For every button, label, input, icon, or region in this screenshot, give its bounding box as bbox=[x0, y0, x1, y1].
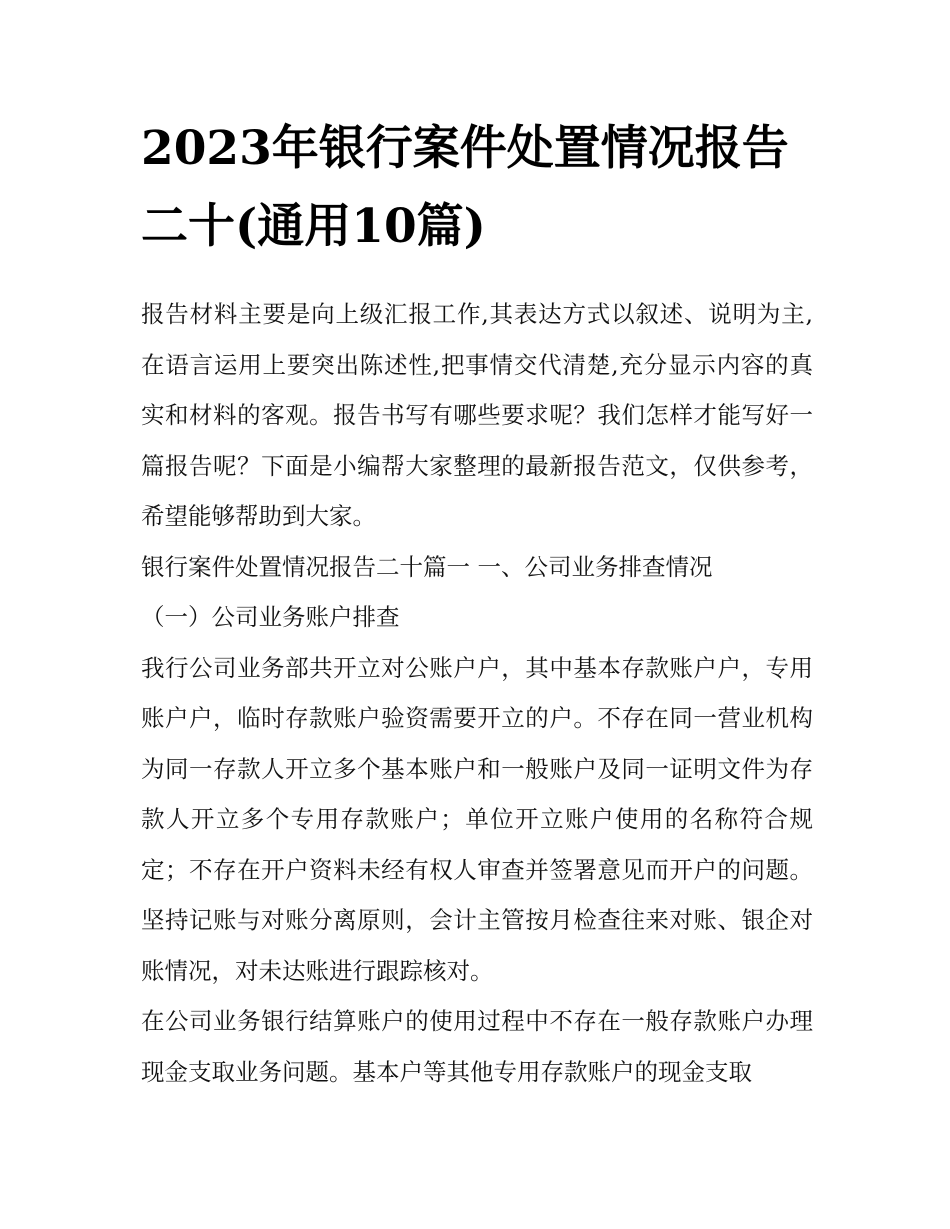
document-page bbox=[141, 110, 813, 1097]
body-paragraph: 我行公司业务部共开立对公账户户，其中基本存款账户户，专用账户户，临时存款账户验资需要开立的户。不存在同一营业机构为同一存款人开立多个基本账户和一般账户及同一证明文件为存款人开立多个专用存款账户；单位开立账户使用的名称符合规定；不存在开户资料未经有权人审查并签署意见而开户的问题。坚持记账与对账分离原则，会计主管按月检查往来对账、银企对账情况，对未达账进行跟踪核对。 bbox=[141, 653, 813, 985]
document-title: 2023年银行案件处置情况报告二十(通用10篇) bbox=[141, 121, 789, 254]
intro-paragraph: 报告材料主要是向上级汇报工作,其表达方式以叙述、说明为主,在语言运用上要突出陈述性,把事情交代清楚,充分显示内容的真实和材料的客观。报告书写有哪些要求呢？我们怎样才能写好一篇报告呢？下面是小编帮大家整理的最新报告范文，仅供参考，希望能够帮助到大家。 bbox=[141, 300, 813, 530]
subsection-heading: （一）公司业务账户排查 bbox=[141, 603, 400, 631]
section-heading: 银行案件处置情况报告二十篇一 一、公司业务排查情况 bbox=[141, 552, 713, 581]
body-paragraph: 在公司业务银行结算账户的使用过程中不存在一般存款账户办理现金支取业务问题。基本户等其他专用存款账户的现金支取 bbox=[141, 1007, 813, 1086]
